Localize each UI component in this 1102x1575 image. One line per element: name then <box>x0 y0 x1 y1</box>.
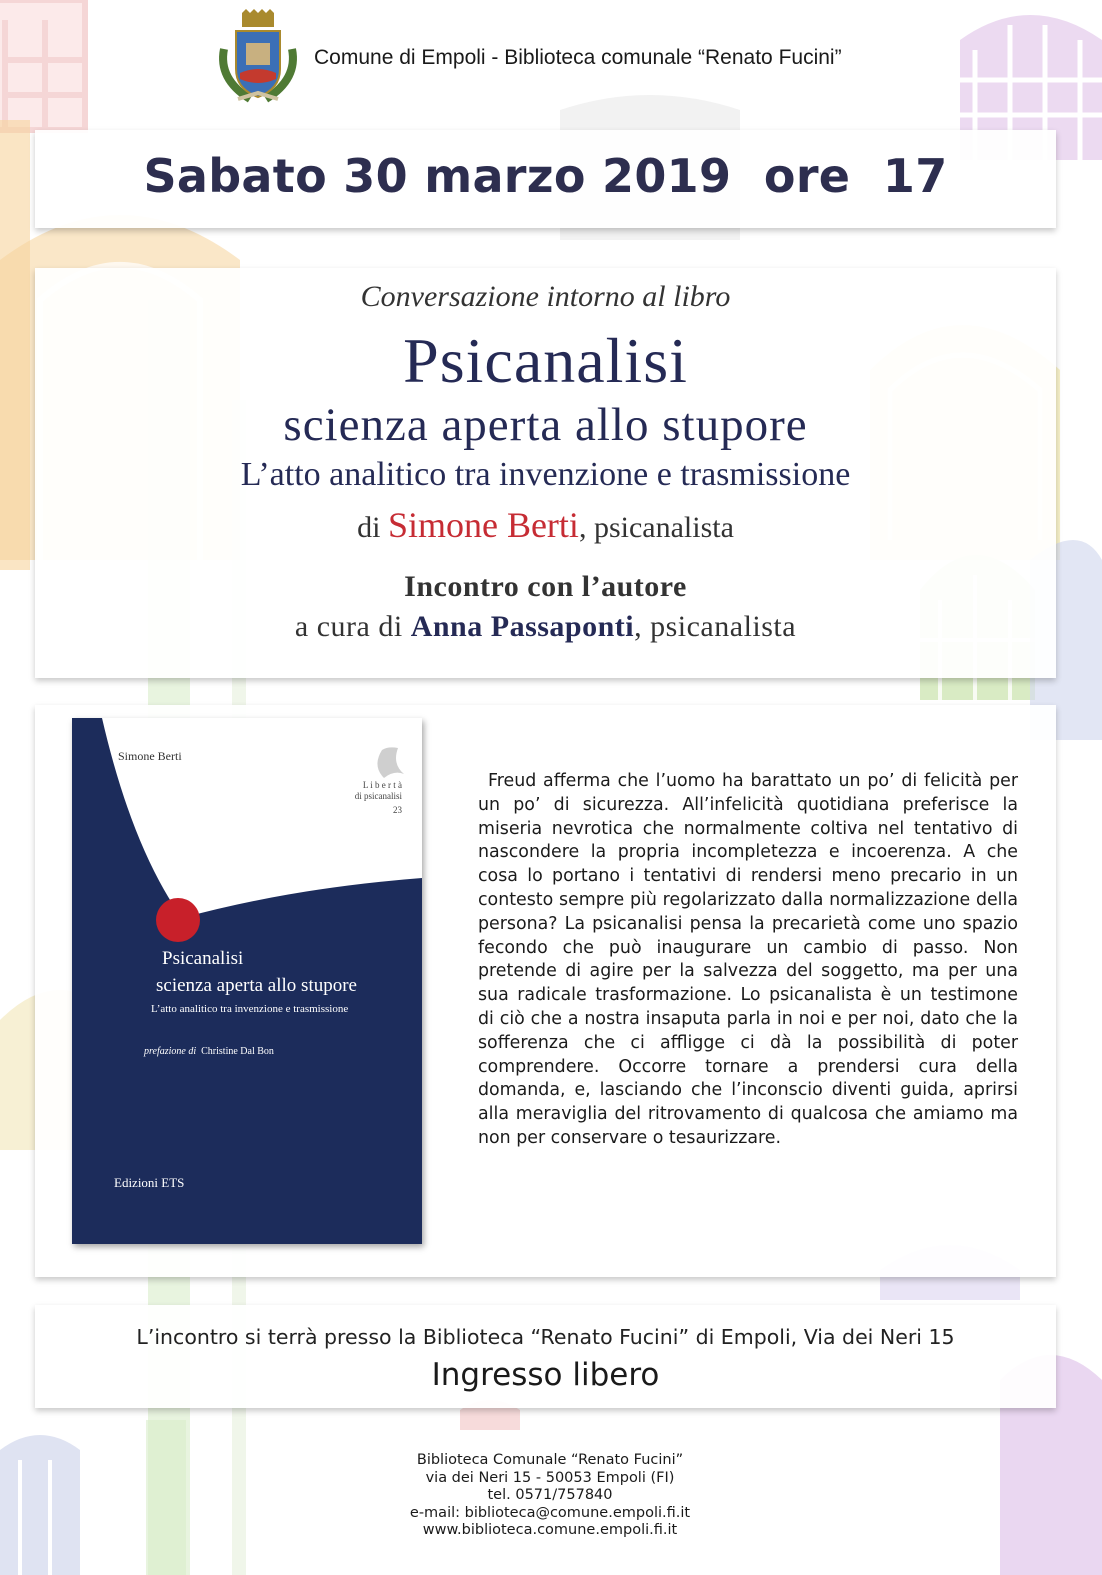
venue-panel <box>35 1305 1056 1408</box>
book-description: Freud afferma che l’uomo ha barattato un po’ di felicità per un po’ di sicurezza. All’infelicità quotidiana preferisce la miseria nevrotica che normalmente coltiva nel tentativo di nascondere la propria incompletezza e incoerenza. A che cosa lo portano i tentativi di rendersi meno precario in un contesto sempre più regolarizzato dalla normalizzazione della persona? La psicanalisi pensa la precarietà come uno spazio fecondo che può inaugurare un cambio di passo. Non pretende di agire per la salvezza del soggetto, ma per una sua radicale trasformazione. Lo psicanalista è un testimone di ciò che a nostra insaputa parla in noi e per noi, dato che la sofferenza che ci affligge ci dà la possibilità di poter comprendere. Occorre tornare a prendersi cura della domanda, e, lasciando che l’inconscio diventi guida, aprirsi alla meraviglia del ritrovamento di qualcosa che amiamo ma non per conservare o tesaurizzare. <box>478 771 1018 1148</box>
cover-subtitle: scienza aperta allo stupore <box>156 975 357 996</box>
cover-series-name: L i b e r t à <box>362 780 402 790</box>
institution-name: Comune di Empoli - Biblioteca comunale “Renato Fucini” <box>314 46 842 69</box>
cover-title: Psicanalisi <box>162 948 244 969</box>
footer-library-name: Biblioteca Comunale “Renato Fucini” <box>416 1452 684 1468</box>
cover-subtitle-2: L’atto analitico tra invenzione e trasmissione <box>151 1003 349 1015</box>
author-line <box>35 504 1056 546</box>
author-name: Simone Berti <box>387 505 579 545</box>
cover-series <box>342 780 402 816</box>
coat-of-arms-icon <box>210 9 306 107</box>
footer-phone: tel. 0571/757840 <box>487 1487 613 1503</box>
cover-author: Simone Berti <box>118 749 182 763</box>
cover-preface <box>144 1046 274 1057</box>
event-intro: Conversazione intorno al libro <box>360 280 731 313</box>
date-panel <box>35 130 1056 228</box>
cover-series-sub: di psicanalisi <box>354 791 402 801</box>
book-subtitle-2: L’atto analitico tra invenzione e trasmissione <box>240 456 851 493</box>
footer-address: via dei Neri 15 - 50053 Empoli (FI) <box>425 1469 675 1486</box>
venue-location: L’incontro si terrà presso la Biblioteca “Renato Fucini” di Empoli, Via dei Neri 15 <box>136 1325 955 1349</box>
author-prefix: di <box>357 511 388 544</box>
book-subtitle: scienza aperta allo stupore <box>283 399 808 451</box>
book-title: Psicanalisi <box>403 325 688 396</box>
cover-series-number: 23 <box>393 805 402 815</box>
curator-suffix: , psicanalista <box>634 610 797 643</box>
footer-website[interactable]: www.biblioteca.comune.empoli.fi.it <box>422 1522 678 1538</box>
curator-name: Anna Passaponti <box>410 610 635 643</box>
title-panel <box>35 268 1056 678</box>
header <box>210 8 842 108</box>
curator-line <box>35 610 1056 644</box>
cover-preface-author: Christine Dal Bon <box>201 1046 274 1057</box>
book-cover <box>72 718 422 1244</box>
meeting-label: Incontro con l’autore <box>404 570 687 603</box>
footer-email[interactable]: e-mail: biblioteca@comune.empoli.fi.it <box>409 1504 691 1521</box>
footer-contacts <box>300 1452 800 1540</box>
author-suffix: , psicanalista <box>578 511 734 544</box>
entry-info: Ingresso libero <box>431 1357 660 1393</box>
cover-preface-label: prefazione di <box>144 1046 197 1057</box>
curator-prefix: a cura di <box>294 610 411 643</box>
event-datetime: Sabato 30 marzo 2019 ore 17 <box>143 149 948 203</box>
cover-publisher: Edizioni ETS <box>114 1175 185 1190</box>
